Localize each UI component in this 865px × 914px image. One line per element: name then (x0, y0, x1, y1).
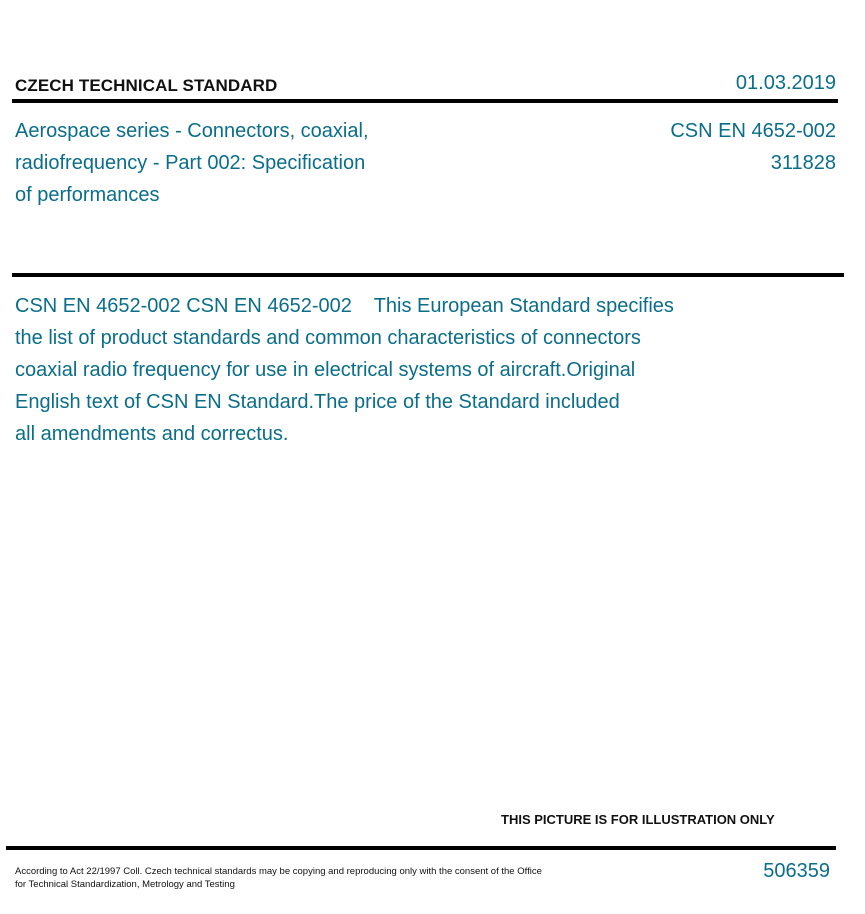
abstract-line: the list of product standards and common characteristics of connectors (15, 327, 641, 349)
footer-divider (6, 846, 836, 850)
header-date: 01.03.2019 (735, 72, 836, 94)
legal-notice (15, 865, 595, 891)
illustration-note: THIS PICTURE IS FOR ILLUSTRATION ONLY (501, 812, 775, 827)
standard-number: CSN EN 4652-002 (670, 120, 836, 142)
standard-title-line: of performances (15, 184, 160, 206)
abstract (15, 290, 775, 450)
legal-line: for Technical Standardization, Metrology and Testing (15, 879, 235, 890)
abstract-line: coaxial radio frequency for use in electrical systems of aircraft.Original (15, 359, 636, 381)
abstract-line: CSN EN 4652-002 CSN EN 4652-002 This European Standard specifies (15, 295, 674, 317)
legal-line: According to Act 22/1997 Coll. Czech technical standards may be copying and reproducing only with the consent of the Office (15, 866, 542, 877)
header-divider (12, 99, 838, 103)
title-divider (12, 273, 844, 277)
abstract-line: all amendments and correctus. (15, 423, 289, 445)
catalog-number: 506359 (763, 860, 830, 882)
abstract-line: English text of CSN EN Standard.The price of the Standard included (15, 391, 620, 413)
standard-title-line: radiofrequency - Part 002: Specification (15, 152, 366, 174)
standard-classification: 311828 (770, 152, 836, 174)
header-organization: CZECH TECHNICAL STANDARD (15, 76, 278, 95)
standard-identifiers (670, 115, 836, 179)
standard-title (15, 115, 435, 211)
standard-title-line: Aerospace series - Connectors, coaxial, (15, 120, 369, 142)
